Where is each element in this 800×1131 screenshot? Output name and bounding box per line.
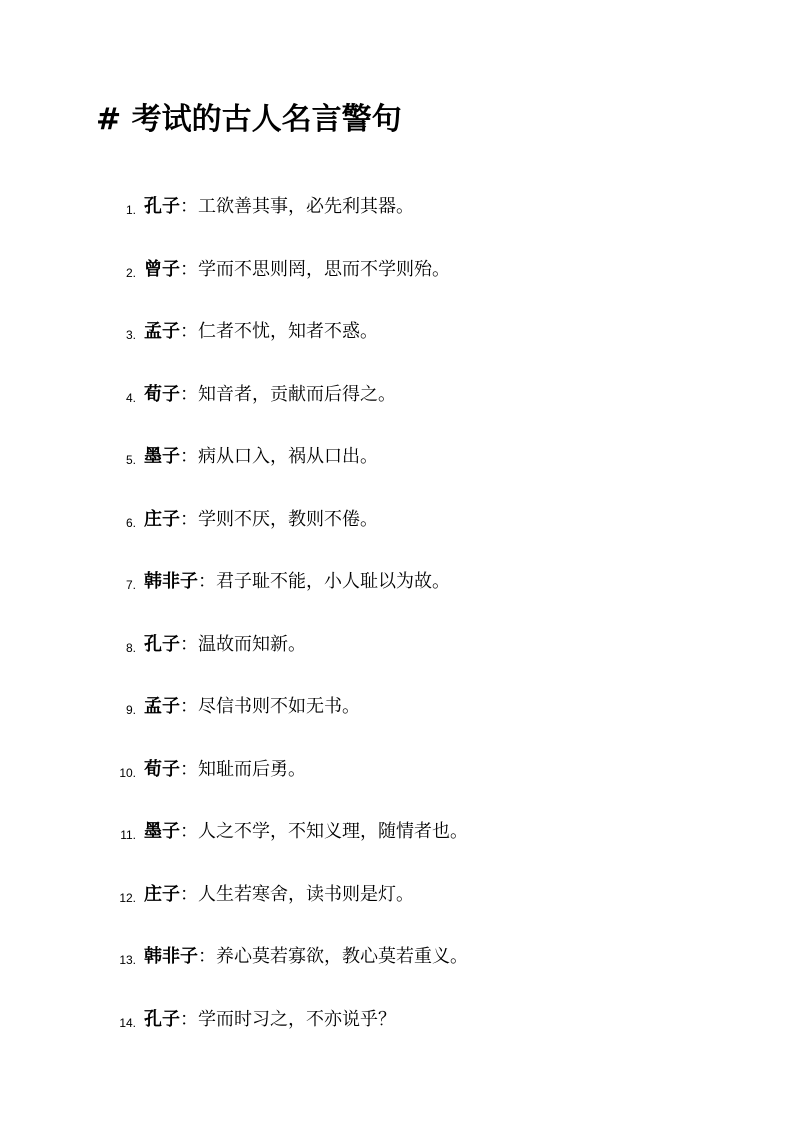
list-item [0, 689, 800, 752]
list-item [0, 1002, 800, 1065]
item-author: 孔子 [144, 196, 180, 217]
item-text [144, 507, 378, 533]
item-quote: ：人之不学，不知义理，随情者也。 [180, 821, 468, 842]
quote-list [0, 189, 800, 1064]
list-item [0, 439, 800, 502]
item-text [144, 819, 468, 845]
item-quote: ：病从口入，祸从口出。 [180, 446, 378, 467]
item-number: 3. [125, 328, 136, 342]
item-number: 14. [119, 1015, 136, 1030]
item-author: 墨子 [144, 446, 180, 467]
item-quote: ：知音者，贡献而后得之。 [180, 383, 396, 405]
item-number: 11. [120, 828, 136, 842]
item-text [144, 694, 360, 720]
item-quote: ：学则不厌，教则不倦。 [180, 508, 378, 530]
item-quote: ：知耻而后勇。 [180, 758, 306, 780]
item-quote: ：养心莫若寡欲，教心莫若重义。 [198, 946, 468, 967]
item-quote: ：君子耻不能，小人耻以为故。 [198, 571, 450, 592]
item-text [144, 632, 306, 658]
item-text [144, 444, 378, 470]
item-text [144, 257, 450, 283]
item-quote: ：仁者不忧，知者不惑。 [180, 321, 378, 342]
item-number: 7. [125, 578, 136, 592]
list-item [0, 377, 800, 440]
list-item [0, 314, 800, 377]
list-item [0, 814, 800, 877]
item-number: 12. [119, 890, 136, 905]
item-text [144, 944, 468, 970]
item-author: 庄子 [144, 883, 180, 905]
item-author: 孔子 [144, 1008, 180, 1030]
list-item [0, 752, 800, 815]
item-text [144, 194, 414, 220]
list-item [0, 627, 800, 690]
item-number: 10. [119, 765, 136, 780]
item-author: 韩非子 [144, 946, 198, 967]
item-quote: ：工欲善其事，必先利其器。 [180, 196, 414, 217]
item-author: 荀子 [144, 383, 180, 405]
list-item [0, 564, 800, 627]
item-author: 荀子 [144, 758, 180, 780]
item-author: 孟子 [144, 696, 180, 717]
item-text [144, 757, 306, 783]
item-text [144, 319, 378, 345]
item-quote: ：学而不思则罔，思而不学则殆。 [180, 258, 450, 280]
item-quote: ：温故而知新。 [180, 633, 306, 655]
item-number: 9. [125, 703, 136, 717]
list-item [0, 252, 800, 315]
item-quote: ：学而时习之，不亦说乎？ [180, 1008, 396, 1030]
list-item [0, 502, 800, 565]
item-quote: ：人生若寒舍，读书则是灯。 [180, 883, 414, 905]
item-author: 孔子 [144, 633, 180, 655]
item-number: 1. [125, 203, 136, 217]
item-number: 8. [125, 640, 136, 655]
item-author: 曾子 [144, 258, 180, 280]
item-text [144, 882, 414, 908]
list-item [0, 877, 800, 940]
item-author: 韩非子 [144, 571, 198, 592]
item-number: 13. [119, 953, 136, 967]
item-author: 孟子 [144, 321, 180, 342]
item-text [144, 569, 450, 595]
document-title: # 考试的古人名言警句 [96, 102, 402, 137]
item-text [144, 382, 396, 408]
item-number: 2. [125, 265, 136, 280]
item-number: 5. [125, 453, 136, 467]
item-author: 墨子 [144, 821, 180, 842]
item-quote: ：尽信书则不如无书。 [180, 696, 360, 717]
item-author: 庄子 [144, 508, 180, 530]
list-item [0, 939, 800, 1002]
list-item [0, 189, 800, 252]
item-text [144, 1007, 396, 1033]
item-number: 4. [125, 390, 136, 405]
item-number: 6. [125, 515, 136, 530]
